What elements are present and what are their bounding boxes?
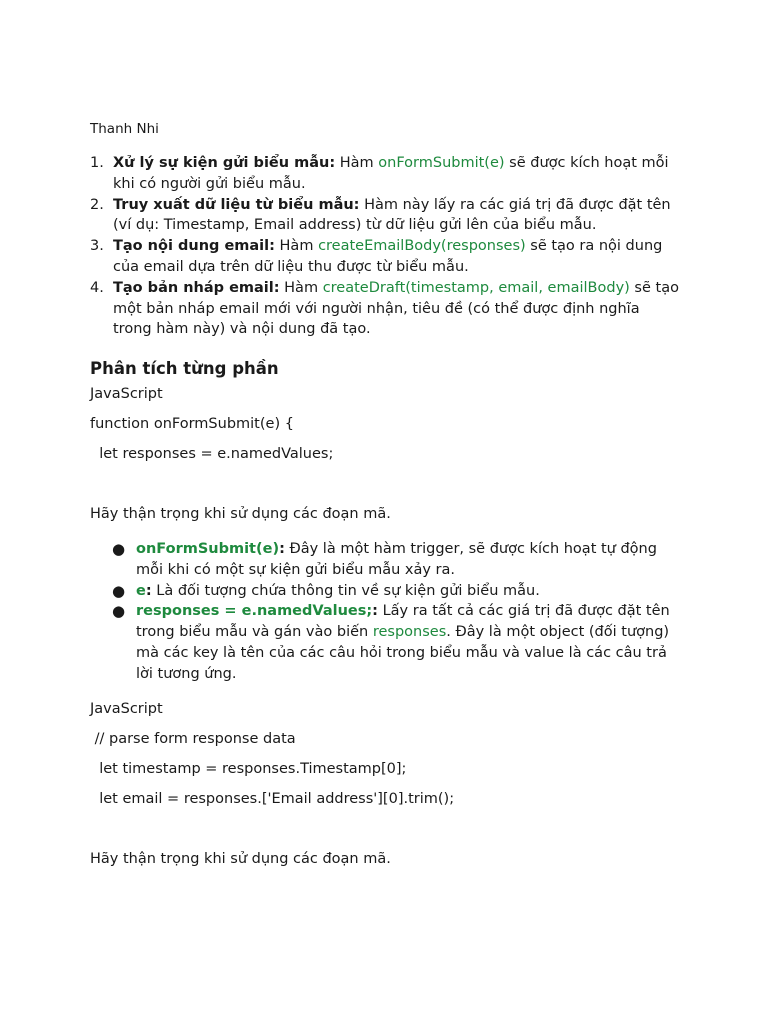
list-number: 2. [90, 196, 104, 213]
term-colon: : [145, 582, 152, 599]
step-text: Hàm này lấy ra các giá trị đã được đặt tên (ví dụ: Timestamp, Email address) từ dữ liệu gửi lên của biểu mẫu. [113, 196, 671, 234]
list-number: 4. [90, 279, 104, 296]
list-item [112, 601, 682, 684]
code-line: let email = responses.['Email address'][0].trim(); [90, 791, 455, 807]
list-item [90, 236, 680, 278]
bullet-text: Là đối tượng chứa thông tin về sự kiện gửi biểu mẫu. [151, 582, 540, 599]
bullet-text: . Đây là một object (đối tượng) mà các key là tên của các câu hỏi trong biểu mẫu và value là các câu trả lời tương ứng. [136, 624, 670, 682]
code-term: onFormSubmit(e) [136, 541, 280, 557]
code-term: responses = e.namedValues; [136, 603, 373, 620]
step-text: sẽ được kích hoạt mỗi khi có người gửi biểu mẫu. [113, 155, 669, 192]
code-line: let timestamp = responses.Timestamp[0]; [90, 761, 407, 777]
code-caution-note: Hãy thận trọng khi sử dụng các đoạn mã. [90, 851, 391, 867]
numbered-steps [90, 153, 680, 340]
code-inline: responses [372, 624, 447, 641]
step-text: Hàm [335, 155, 379, 171]
step-text: sẽ tạo một bản nháp email mới với người nhận, tiêu đề (có thể được định nghĩa trong hàm này) và nội dung đã tạo. [113, 279, 679, 338]
term-colon: : [372, 603, 378, 620]
step-text: Hàm [274, 238, 319, 255]
section-heading: Phân tích từng phần [90, 359, 279, 378]
list-item [112, 539, 682, 581]
list-number: 3. [90, 238, 104, 255]
code-language-label: JavaScript [90, 701, 163, 717]
code-line: let responses = e.namedValues; [90, 446, 334, 462]
term-colon: : [279, 541, 285, 557]
step-title: Tạo bản nháp email: [113, 279, 280, 296]
bullet-icon: ● [112, 602, 126, 621]
bullet-icon: ● [112, 540, 126, 558]
author-name: Thanh Nhi [90, 121, 159, 137]
code-line: function onFormSubmit(e) { [90, 416, 294, 432]
list-item [90, 278, 680, 340]
function-name: createEmailBody(responses) [318, 238, 526, 255]
step-title: Truy xuất dữ liệu từ biểu mẫu: [113, 196, 360, 213]
step-text: Hàm [279, 279, 323, 296]
list-number: 1. [90, 155, 104, 171]
bullet-list [112, 539, 682, 685]
code-language-label: JavaScript [90, 386, 163, 402]
step-title: Tạo nội dung email: [113, 238, 275, 255]
bullet-text: Lấy ra tất cả các giá trị đã được đặt tên trong biểu mẫu và gán vào biến [136, 603, 670, 641]
function-name: createDraft(timestamp, email, emailBody) [322, 279, 630, 296]
bullet-icon: ● [112, 581, 126, 600]
list-item [90, 153, 680, 195]
code-term: e [136, 582, 146, 599]
function-name: onFormSubmit(e) [378, 155, 505, 171]
list-item [90, 195, 680, 237]
list-item [112, 581, 682, 602]
code-caution-note: Hãy thận trọng khi sử dụng các đoạn mã. [90, 506, 391, 522]
code-line: // parse form response data [90, 731, 296, 747]
step-text: sẽ tạo ra nội dung của email dựa trên dữ liệu thu được từ biểu mẫu. [113, 238, 663, 275]
step-title: Xử lý sự kiện gửi biểu mẫu: [113, 155, 336, 171]
bullet-text: Đây là một hàm trigger, sẽ được kích hoạt tự động mỗi khi có một sự kiện gửi biểu mẫu xảy ra. [136, 541, 657, 578]
